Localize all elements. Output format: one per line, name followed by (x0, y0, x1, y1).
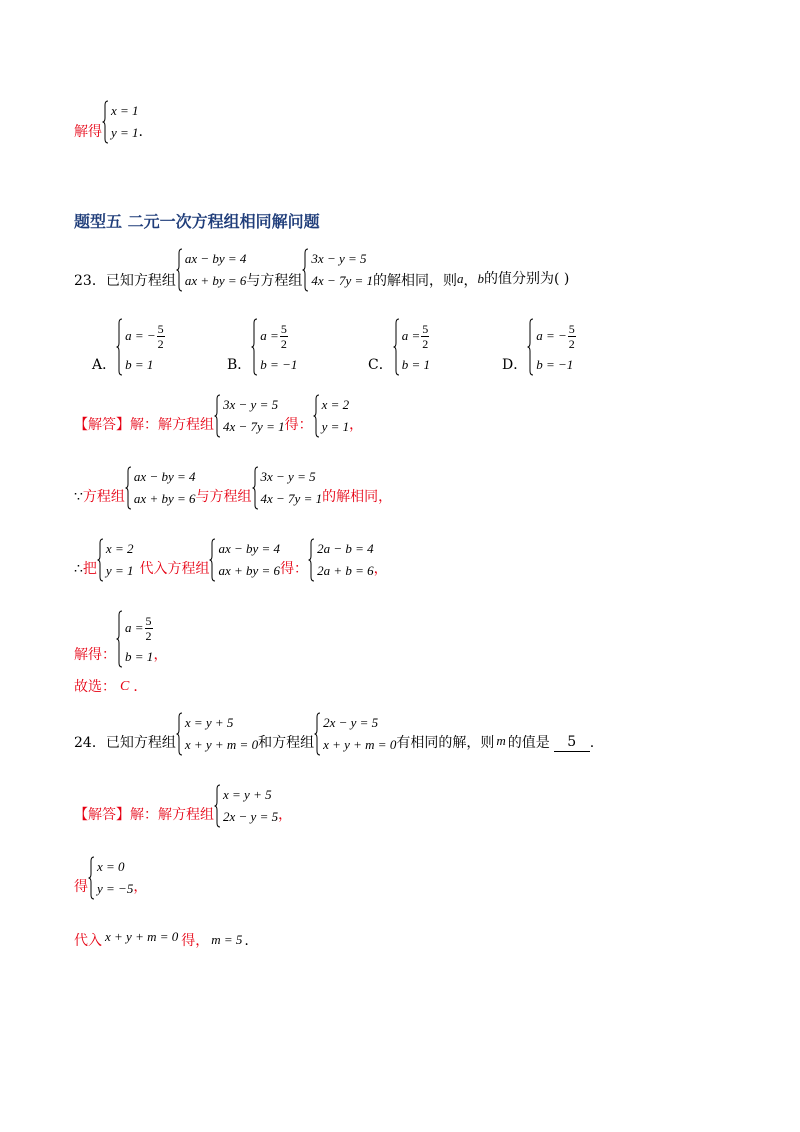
text: 方程组 (82, 489, 125, 505)
fraction: $\frac{5}{2}$ (280, 322, 287, 352)
q24-mid: 和方程组 (258, 735, 315, 751)
fraction: $\frac{5}{2}$ (568, 322, 575, 352)
value-b: b = 1 (125, 648, 154, 664)
system (88, 856, 133, 900)
option-a-value: a = (401, 327, 421, 343)
fraction: $\frac{5}{2}$ (157, 322, 164, 352)
q23-prefix: 23．已知方程组 (74, 273, 176, 289)
brace-icon (97, 538, 104, 582)
system-row: 2a − b = 4 (317, 541, 374, 556)
system-row: 4x − 7y = 1 (260, 491, 323, 506)
system (209, 538, 280, 582)
option-a-value: a = − (536, 327, 567, 343)
because-symbol: ∵ (74, 489, 83, 505)
answer-prefix: 【解答】解：解方程组 (74, 807, 214, 823)
option-b-value: b = 1 (401, 356, 430, 372)
system-row: x = 0 (97, 859, 125, 874)
system-row: 3x − y = 5 (311, 251, 367, 266)
text: 代入方程组 (139, 561, 210, 577)
value-a: a = (125, 619, 144, 635)
system-row: ax + by = 6 (218, 563, 281, 578)
system-row: ax − by = 4 (133, 469, 196, 484)
therefore-symbol: ∴ (74, 561, 83, 577)
system-row: x = 2 (321, 397, 350, 412)
comma: ， (349, 417, 364, 433)
top-solution-line (74, 96, 143, 144)
q24-system-1 (176, 712, 258, 756)
system (313, 394, 350, 438)
brace-icon (251, 318, 258, 376)
system-row: 2x − y = 5 (223, 809, 279, 824)
q24-system-2 (314, 712, 396, 756)
system-row: x = y + 5 (223, 787, 272, 802)
system (308, 538, 374, 582)
system-row: x = 2 (105, 541, 134, 556)
brace-icon (308, 538, 315, 582)
system-row: ax − by = 4 (218, 541, 281, 556)
result: m = 5 (211, 932, 243, 947)
option-label: D． (502, 357, 528, 373)
answer-prefix: 【解答】解：解方程组 (74, 417, 214, 433)
brace-icon (252, 466, 259, 510)
system-row: x = 1 (111, 103, 139, 118)
system-row: 4x − 7y = 1 (223, 419, 285, 434)
q23-system-1 (176, 248, 247, 292)
comma: ， (153, 647, 168, 663)
option-a[interactable] (92, 314, 166, 376)
sol24-line3 (74, 928, 249, 950)
system-row: x + y + m = 0 (184, 737, 259, 752)
sol23-line4 (74, 606, 168, 668)
option-d[interactable] (502, 314, 577, 376)
system-row: 2x − y = 5 (323, 715, 379, 730)
fraction: $\frac{5}{2}$ (145, 614, 152, 644)
brace-icon (125, 466, 132, 510)
system-row: 3x − y = 5 (223, 397, 279, 412)
system (214, 784, 278, 828)
option-label: B． (227, 357, 252, 373)
system-row: y = 1 (321, 419, 350, 434)
period: ． (133, 679, 148, 695)
brace-icon (116, 610, 123, 668)
system (97, 538, 134, 582)
option-a-value: a = − (125, 327, 156, 343)
option-system (527, 318, 577, 376)
system-row: 2a + b = 6 (317, 563, 374, 578)
brace-icon (116, 318, 123, 376)
q23-post1: 的解相同，则 (373, 273, 458, 289)
q23-mid: 与方程组 (246, 273, 303, 289)
system-row: y = 1 (111, 125, 139, 140)
period: . (244, 933, 249, 949)
fraction: $\frac{5}{2}$ (422, 322, 429, 352)
text: 与方程组 (195, 489, 252, 505)
period: . (138, 124, 143, 140)
sol23-line2 (74, 462, 392, 510)
system-row: 3x − y = 5 (260, 469, 316, 484)
brace-icon (176, 712, 183, 756)
text: 得， (181, 933, 210, 949)
comma: ， (278, 807, 293, 823)
system-row: x + y + m = 0 (323, 737, 397, 752)
brace-icon (214, 394, 221, 438)
text: 解得： (74, 647, 116, 663)
q24-post1: 有相同的解，则 (396, 735, 495, 751)
sol23-line1 (74, 390, 363, 438)
brace-icon (209, 538, 216, 582)
answer-blank: 5 (554, 733, 590, 752)
text: 得： (280, 561, 309, 577)
option-c[interactable] (368, 314, 430, 376)
text: 得： (284, 417, 313, 433)
var-b: b (477, 271, 485, 286)
option-system (251, 318, 297, 376)
option-b-value: b = −1 (260, 356, 298, 372)
system-row: ax − by = 4 (184, 251, 247, 266)
comma: ， (373, 561, 388, 577)
option-a-value: a = (260, 327, 279, 343)
top-solution-label: 解得 (74, 124, 102, 140)
q23-system-2 (302, 248, 373, 292)
sol24-line1 (74, 780, 292, 828)
sol23-line3 (74, 534, 388, 582)
system (252, 466, 323, 510)
system-row: ax + by = 6 (184, 273, 247, 288)
brace-icon (527, 318, 534, 376)
brace-icon (102, 100, 109, 144)
top-solution-system (102, 100, 139, 144)
brace-icon (393, 318, 400, 376)
brace-icon (313, 394, 320, 438)
option-b[interactable] (227, 314, 297, 376)
system-row: y = 1 (105, 563, 134, 578)
option-b-value: b = 1 (125, 356, 154, 372)
text: 把 (82, 561, 97, 577)
option-system (393, 318, 431, 376)
option-system (116, 318, 166, 376)
var-m: m (496, 733, 506, 748)
equation: x + y + m = 0 (105, 929, 179, 944)
q24-post2: 的值是 (507, 735, 550, 751)
q23-post2: 的值分别为( ) (484, 271, 570, 287)
brace-icon (88, 856, 95, 900)
text: 代入 (74, 933, 102, 949)
brace-icon (302, 248, 309, 292)
period: . (589, 735, 595, 751)
text: 的解相同， (322, 489, 393, 505)
system-row: y = −5 (97, 881, 134, 896)
sol23-line5 (74, 678, 147, 696)
question-24 (74, 708, 594, 756)
system-row: ax + by = 6 (133, 491, 196, 506)
option-b-value: b = −1 (536, 356, 574, 372)
var-a: a (457, 271, 464, 286)
brace-icon (176, 248, 183, 292)
brace-icon (314, 712, 321, 756)
brace-icon (214, 784, 221, 828)
sol24-line2 (74, 852, 147, 900)
choice: C (120, 679, 130, 694)
section-heading: 题型五 二元一次方程组相同解问题 (74, 212, 320, 231)
text: 得 (74, 879, 88, 895)
comma: ， (463, 273, 478, 289)
system-row: 4x − 7y = 1 (311, 273, 374, 288)
q24-prefix: 24．已知方程组 (74, 735, 176, 751)
text: 故选： (74, 679, 116, 695)
option-label: A． (92, 357, 117, 373)
question-23 (74, 246, 569, 294)
system (125, 466, 196, 510)
system (116, 610, 154, 668)
system-row: x = y + 5 (184, 715, 234, 730)
option-label: C． (368, 357, 393, 373)
system (214, 394, 285, 438)
comma: ， (133, 879, 148, 895)
